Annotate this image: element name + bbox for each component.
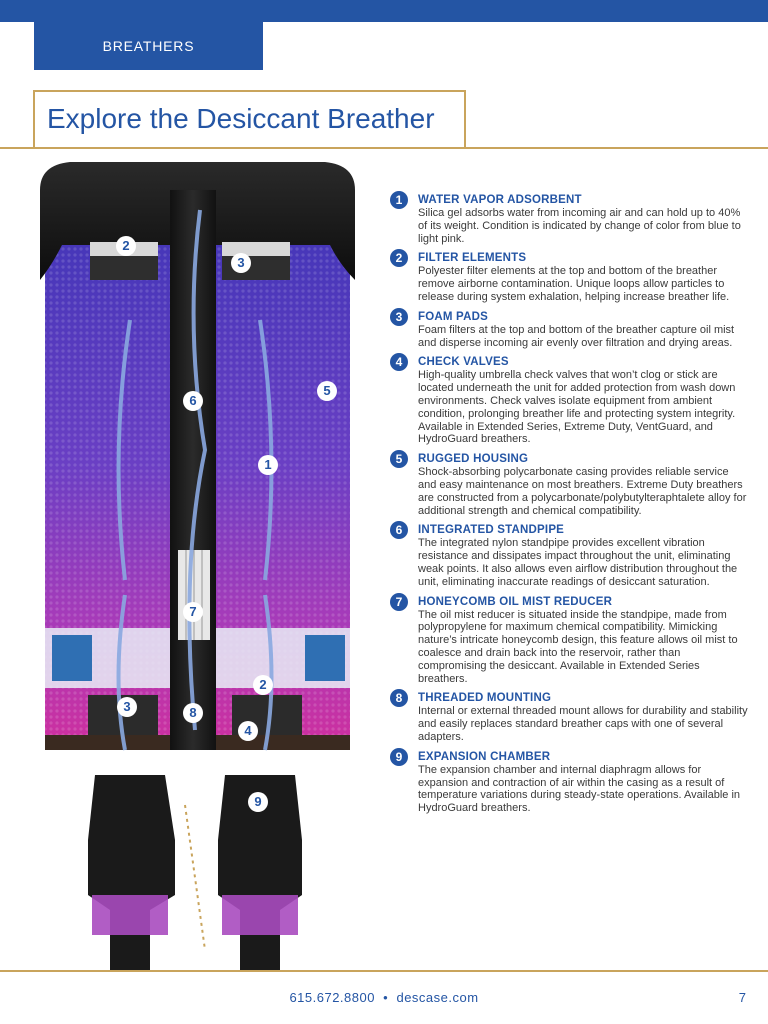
- footer-contact: 615.672.8800 • descase.com: [289, 990, 479, 1005]
- page-number: 7: [738, 990, 746, 1005]
- callout-3-bottom: 3: [117, 697, 137, 717]
- callout-2-top: 2: [116, 236, 136, 256]
- feature-description: Silica gel adsorbs water from incoming air and can hold up to 40% of its weight. Condition is indicated by change of color from blue to light pink.: [418, 207, 741, 245]
- top-foam-left: [90, 256, 158, 280]
- feature-title: RUGGED HOUSING: [418, 453, 529, 466]
- title-box: [33, 90, 466, 147]
- feature-title: HONEYCOMB OIL MIST REDUCER: [418, 595, 613, 608]
- feature-number-badge: 1: [390, 191, 408, 209]
- feature-title: EXPANSION CHAMBER: [418, 750, 551, 763]
- feature-number-badge: 5: [390, 450, 408, 468]
- feature-number-badge: 2: [390, 249, 408, 267]
- expansion-indicator: [185, 805, 205, 950]
- callout-3-top: 3: [231, 253, 251, 273]
- feature-title: FOAM PADS: [418, 310, 488, 323]
- callout-5: 5: [317, 381, 337, 401]
- feature-title: WATER VAPOR ADSORBENT: [418, 194, 582, 206]
- feature-item-7: [390, 593, 750, 686]
- feature-description: Shock-absorbing polycarbonate casing provides reliable service and easy maintenance on most breathers. Extreme Duty breathers are constructed from a polycarbonate/polybutylteraphtalete alloy for additional strength and chemical compatibility.: [418, 466, 747, 517]
- feature-number-badge: 4: [390, 353, 408, 371]
- feature-description: Internal or external threaded mount allows for durability and stability and easily replaces standard breather caps with one of several adapters.: [418, 705, 748, 743]
- callout-9: 9: [248, 792, 268, 812]
- feature-title: FILTER ELEMENTS: [418, 252, 527, 265]
- feature-description: Foam filters at the top and bottom of the breather capture oil mist and disperse incoming air evenly over filtration and drying areas.: [418, 323, 735, 349]
- feature-number-badge: 3: [390, 308, 408, 326]
- feature-item-1: [390, 191, 750, 245]
- callout-6: 6: [183, 391, 203, 411]
- feature-number-badge: 9: [390, 748, 408, 766]
- feature-item-6: [390, 521, 750, 588]
- breather-cutaway-illustration: [0, 150, 380, 970]
- footer-rule: [0, 970, 768, 972]
- feature-item-4: [390, 353, 750, 446]
- section-tab: BREATHERS: [34, 22, 263, 70]
- feature-description: The expansion chamber and internal diaphragm allows for expansion and contraction of air within the casing as a result of temperature variations during steady-state operations. Available in HydroGuard breathers.: [418, 763, 741, 815]
- feature-item-8: [390, 689, 750, 743]
- callout-4: 4: [238, 721, 258, 741]
- feature-title: THREADED MOUNTING: [418, 692, 552, 705]
- breather-diagram-svg: [0, 150, 380, 970]
- feature-description: High-quality umbrella check valves that won’t clog or stick are located underneath the unit for added protection from wash down environments. Check valves isolate equipment from ambient condition, prolonging breather life and protecting system integrity. Available in Extended Series, Extreme Duty, VentGuard, and HydroGuard breathers.: [418, 369, 736, 446]
- feature-number-badge: 8: [390, 689, 408, 707]
- feature-description: The integrated nylon standpipe provides excellent vibration resistance and dissipates impact throughout the unit, eliminating weak points. It also allows even airflow distribution throughout the unit, eliminating inaccurate readings of desiccant saturation.: [418, 537, 738, 588]
- feature-number-badge: 6: [390, 521, 408, 539]
- expansion-chamber-left: [88, 775, 175, 970]
- feature-list: [390, 191, 750, 819]
- feature-number-badge: 7: [390, 593, 408, 611]
- feature-description: The oil mist reducer is situated inside the standpipe, made from polypropylene for maximum chemical compatibility. Mimicking nature’s intricate honeycomb design, this feature allows oil mist to coalesce and drain back into the reservoir, rather than compromising the desiccant. Available in Extended Series breathers.: [418, 608, 738, 685]
- title-rule: [0, 147, 768, 149]
- callout-1: 1: [258, 455, 278, 475]
- callout-8: 8: [183, 703, 203, 723]
- top-color-bar: [0, 0, 768, 22]
- feature-title: CHECK VALVES: [418, 356, 509, 369]
- feature-item-2: [390, 249, 750, 303]
- feature-item-9: [390, 748, 750, 815]
- page-title: Explore the Desiccant Breather: [47, 103, 435, 134]
- callout-7: 7: [183, 602, 203, 622]
- callout-2-bottom: 2: [253, 675, 273, 695]
- feature-item-3: [390, 308, 750, 350]
- feature-description: Polyester filter elements at the top and bottom of the breather remove airborne contamination. Unique loops allow particles to release during system exhalation, helping increase breather life.: [418, 265, 730, 303]
- feature-title: INTEGRATED STANDPIPE: [418, 524, 565, 537]
- feature-item-5: [390, 450, 750, 517]
